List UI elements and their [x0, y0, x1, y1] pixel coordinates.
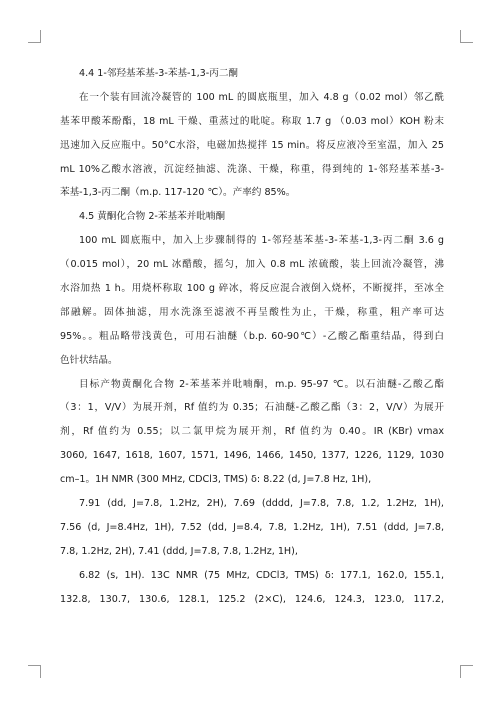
text-line: 剂，Rf 值约为 0.55；以二氯甲烷为展开剂，Rf 值约为 0.40。IR (KBr) vmax [60, 426, 444, 438]
text-line: 7.56 (d, J=8.4Hz, 1H), 7.52 (dd, J=8.4, 7.8, 1.2Hz, 1H), 7.51 (ddd, J=7.8, [60, 521, 444, 533]
text-line: cm–1。1H NMR (300 MHz, CDCl3, TMS) δ: 8.22 (d, J=7.8 Hz, 1H), [60, 474, 372, 486]
text-line: 132.8, 130.7, 130.6, 128.1, 125.2 (2×C), 124.6, 124.3, 123.0, 117.2, [60, 593, 444, 605]
text-line: 目标产物黄酮化合物 2-苯基苯并吡喃酮，m.p. 95-97 ℃。以石油醚-乙酸乙酯 [79, 378, 444, 390]
text-line: 100 mL 圆底瓶中，加入上步骤制得的 1-邻羟基苯基-3-苯基-1,3-丙二酮 3.6 g [79, 235, 444, 247]
text-line: 在一个装有回流冷凝管的 100 mL 的圆底瓶里，加入 4.8 g（0.02 mol）邻乙酰 [79, 91, 444, 103]
section-heading: 4.5 黄酮化合物 2-苯基苯并吡喃酮 [79, 211, 226, 223]
crop-mark-bottom-right [460, 665, 473, 678]
text-line: 基苯甲酸苯酚酯，18 mL 干燥、重蒸过的吡啶。称取 1.7 g （0.03 mol）KOH 粉末 [60, 115, 444, 127]
text-line: （0.015 mol），20 mL 冰醋酸，摇匀，加入 0.8 mL 浓硫酸，装上回流冷凝管，沸 [60, 259, 444, 271]
text-line: 3060, 1647, 1618, 1607, 1571, 1496, 1466, 1450, 1377, 1226, 1129, 1030 [60, 450, 444, 462]
text-line: 色针状结晶。 [60, 354, 118, 366]
section-heading: 4.4 1-邻羟基苯基-3-苯基-1,3-丙二酮 [79, 68, 239, 79]
text-line: 部融解。固体抽滤，用水洗涤至滤液不再呈酸性为止，干燥，称重，粗产率可达 [60, 306, 444, 318]
text-line: 95%。。粗品略带浅黄色，可用石油醚（b.p. 60-90℃）-乙酸乙酯重结晶，得到白 [60, 330, 444, 342]
text-line: 7.8, 1.2Hz, 2H), 7.41 (ddd, J=7.8, 7.8, 1.2Hz, 1H), [60, 545, 298, 557]
text-line: 迅速加入反应瓶中。50°C水浴，电磁加热搅拌 15 min。将反应液冷至室温，加入 25 [60, 139, 444, 151]
text-line: 水浴加热 1 h。用烧杯称取 100 g 碎冰，将反应混合液倒入烧杯，不断搅拌，至冰全 [60, 283, 444, 295]
text-line: （3：1，V/V）为展开剂，Rf 值约为 0.35；石油醚-乙酸乙酯（3：2，V/V）为展开 [60, 402, 444, 414]
crop-mark-top-left [28, 30, 41, 43]
crop-mark-bottom-left [28, 665, 41, 678]
text-line: 苯基-1,3-丙二酮（m.p. 117-120 ℃）。产率约 85%。 [60, 187, 296, 199]
text-line: mL 10%乙酸水溶液，沉淀经抽滤、洗涤、干燥，称重，得到纯的 1-邻羟基苯基-3- [60, 163, 444, 175]
text-line: 7.91 (dd, J=7.8, 1.2Hz, 2H), 7.69 (dddd, J=7.8, 7.8, 1.2, 1.2Hz, 1H), [79, 498, 444, 510]
text-line: 6.82 (s, 1H). 13C NMR (75 MHz, CDCl3, TMS) δ: 177.1, 162.0, 155.1, [79, 569, 444, 581]
crop-mark-top-right [460, 30, 473, 43]
document-body [60, 62, 444, 611]
